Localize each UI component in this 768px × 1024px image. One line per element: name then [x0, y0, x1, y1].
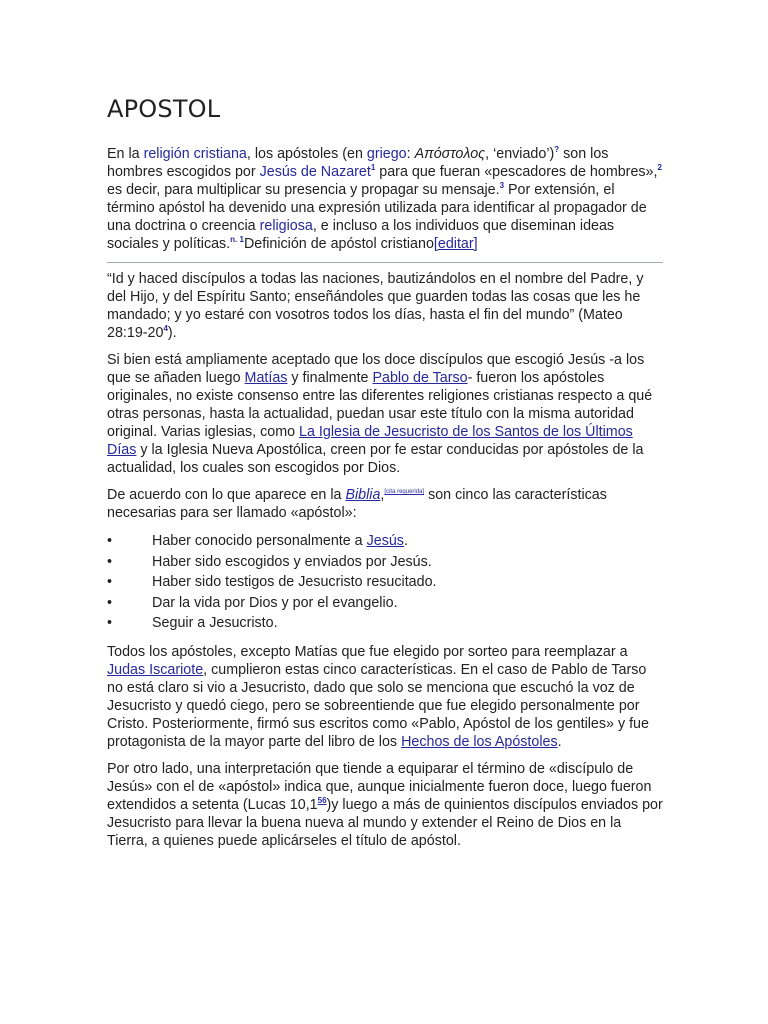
intro-paragraph: [107, 145, 663, 253]
footnote-ref[interactable]: n. 1: [230, 235, 244, 245]
list-text: Haber conocido personalmente a: [152, 533, 367, 549]
footnote-ref[interactable]: 2: [657, 163, 662, 173]
characteristics-list: [107, 531, 663, 634]
footnote-ref[interactable]: 1: [370, 163, 376, 173]
quote-text: ).: [167, 325, 177, 341]
list-item: [107, 552, 663, 573]
list-text: Seguir a Jesucristo.: [152, 615, 278, 631]
paragraph-text: ,: [380, 487, 385, 503]
link-iglesia-sud[interactable]: La Iglesia de Jesucristo de los Santos de los Últimos Días: [107, 424, 633, 458]
bullet: •: [107, 574, 113, 590]
paragraph-text: y finalmente: [287, 370, 373, 386]
list-item: [107, 572, 663, 593]
intro-text: es decir, para multiplicar su presencia y propagar su mensaje.: [107, 182, 500, 198]
quote-paragraph: [107, 270, 663, 342]
link-pablo-de-tarso[interactable]: Pablo de Tarso: [372, 370, 468, 386]
list-text: Haber sido escogidos y enviados por Jesús.: [152, 553, 432, 570]
paragraph-text: son cinco las características necesarias para ser llamado «apóstol»:: [107, 487, 607, 521]
paragraph-text: Todos los apóstoles, excepto Matías que fue elegido por sorteo para reemplazar a: [107, 643, 628, 660]
intro-text: Por extensión, el término apóstol ha devenido una expresión utilizada para identificar al propagador de una doctrina o creencia: [107, 182, 647, 234]
list-item: [107, 593, 663, 614]
bullet: •: [107, 533, 113, 549]
all-apostles-paragraph: [107, 643, 663, 751]
paragraph-text: De acuerdo con lo que aparece en la: [107, 487, 346, 503]
bullet: •: [107, 615, 113, 631]
link-hechos-de-los-apostoles[interactable]: Hechos de los Apóstoles: [401, 733, 558, 750]
section-divider: [107, 262, 663, 263]
intro-text: , ‘enviado’): [485, 146, 555, 162]
paragraph-text: - fueron los apóstoles originales, no existe consenso entre las diferentes religiones cristianas respecto a qué otras personas, hasta la actualidad, puedan usar este título con la misma autoridad original. Varias iglesias, como: [107, 370, 653, 440]
link-matias[interactable]: Matías: [244, 370, 288, 386]
intro-text: , e incluso a los individuos que diseminan ideas sociales y políticas.: [107, 218, 615, 252]
intro-text: En la: [107, 146, 144, 162]
footnote-ref[interactable]: 56: [317, 795, 327, 805]
section-heading: Definición de apóstol cristiano: [243, 236, 434, 252]
bullet: •: [107, 594, 113, 611]
list-text: .: [403, 533, 408, 549]
link-biblia[interactable]: Biblia: [345, 487, 381, 503]
link-jesus[interactable]: Jesús: [366, 533, 404, 549]
list-item: [107, 613, 663, 634]
paragraph-text: , cumplieron estas cinco características. En el caso de Pablo de Tarso no está claro si vio a Jesucristo, dado que solo se menciona que escuchó la voz de Jesucristo y quedó ciego, pero se sobreentiende que fue elegido personalmente por Cristo. Posteriormente, firmó sus escritos como «Pablo, Apóstol de los gentiles» y fue protagonista de la mayor parte del libro de los: [107, 661, 649, 750]
list-text: Haber sido testigos de Jesucristo resucitado.: [152, 574, 437, 590]
characteristics-intro: [107, 486, 663, 522]
other-interpretation-paragraph: [107, 760, 663, 850]
article-body: [107, 95, 663, 859]
paragraph-text: Por otro lado, una interpretación que tiende a equiparar el término de «discípulo de Jesús» con el de «apóstol» indica que, aunque inicialmente fueron doce, luego fueron extendidos a setenta (Lucas 10,1: [107, 760, 652, 813]
link-judas-iscariote[interactable]: Judas Iscariote: [107, 661, 204, 678]
edit-link[interactable]: [editar]: [433, 236, 478, 252]
paragraph-text: )y luego a más de quinientos discípulos enviados por Jesucristo para llevar la buena nueva al mundo y extender el Reino de Dios en la Tierra, a quienes puede aplicárseles el título de apóstol.: [107, 796, 663, 849]
paragraph-text: .: [557, 733, 562, 750]
list-item: [107, 531, 663, 552]
link-griego[interactable]: griego: [366, 146, 407, 162]
quote-text: “Id y haced discípulos a todas las naciones, bautizándolos en el nombre del Padre, y del Hijo, y del Espíritu Santo; enseñándoles que guarden todas las cosas que les he mandado; y yo estaré con vosotros todos los días, hasta el fin del mundo” (Mateo 28:19-20: [107, 271, 644, 341]
page-title: APOSTOL: [107, 95, 221, 123]
list-text: Dar la vida por Dios y por el evangelio.: [152, 594, 398, 611]
greek-word: Απόστολος: [414, 146, 486, 162]
intro-text: son los hombres escogidos por: [107, 146, 609, 180]
paragraph-text: Si bien está ampliamente aceptado que los doce discípulos que escogió Jesús -a los que se añaden luego: [107, 352, 645, 386]
footnote-ref[interactable]: ?: [554, 145, 560, 155]
link-religiosa[interactable]: religiosa: [259, 218, 313, 234]
footnote-ref[interactable]: 4: [163, 324, 168, 334]
intro-text: :: [406, 146, 415, 162]
citation-needed[interactable]: [cita requerida]: [384, 489, 425, 496]
intro-text: , los apóstoles (en: [246, 146, 367, 162]
intro-text: para que fueran «pescadores de hombres»,: [375, 164, 658, 180]
footnote-ref[interactable]: 3: [499, 181, 505, 191]
link-religion-cristiana[interactable]: religión cristiana: [143, 146, 247, 162]
paragraph-text: y la Iglesia Nueva Apostólica, creen por fe estar conducidas por apóstoles de la actualidad, los cuales son escogidos por Dios.: [107, 442, 644, 476]
apostles-paragraph: [107, 351, 663, 477]
bullet: •: [107, 553, 113, 570]
link-jesus-de-nazaret[interactable]: Jesús de Nazaret: [259, 164, 371, 180]
